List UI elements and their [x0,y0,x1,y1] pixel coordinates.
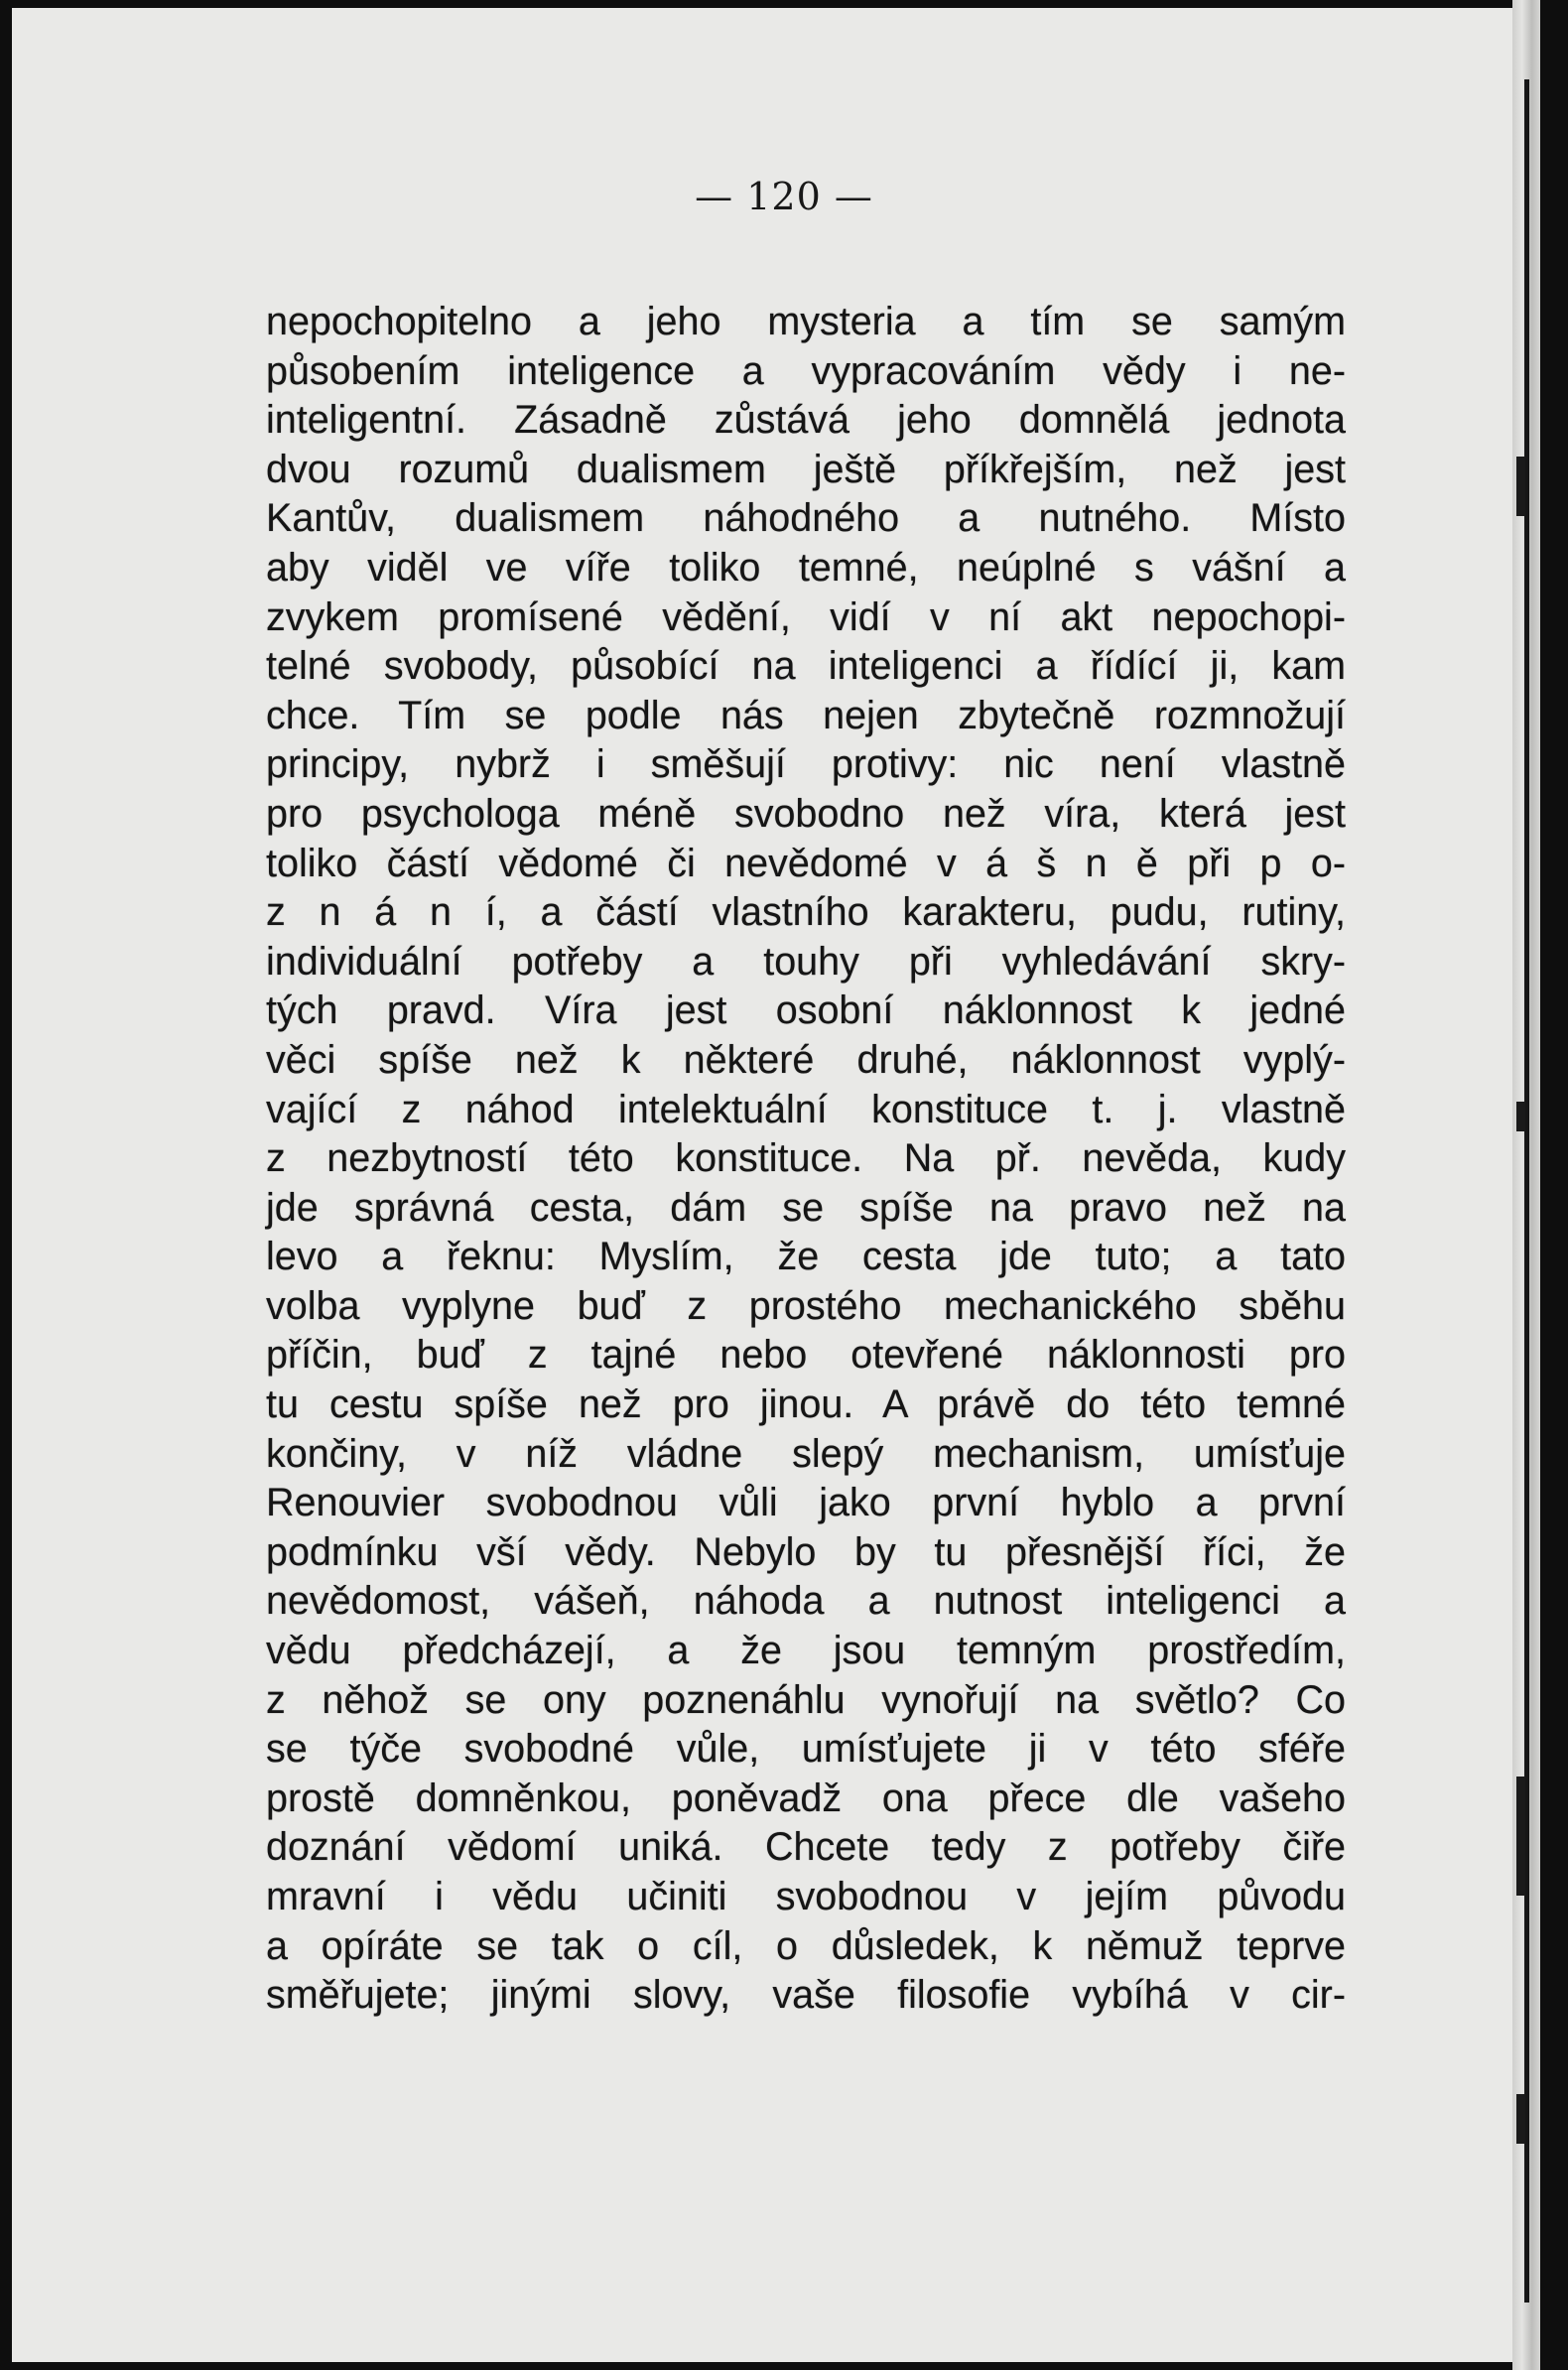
text-line: volba vyplyne buď z prostého mechanického sběhu [266,1283,1346,1328]
text-line: mravní i vědu učiniti svobodnou v jejím původu [266,1875,1346,1918]
text-line: inteligentní. Zásadně zůstává jeho domnělá jednota [266,398,1346,443]
text-line: doznání vědomí uniká. Chcete tedy z potřeby čiře [266,1825,1346,1870]
text-line: principy, nybrž i směšují protivy: nic není vlastně [266,742,1346,787]
text-line: levo a řeknu: Myslím, že cesta jde tuto; a tato [266,1235,1346,1279]
text-line: chce. Tím se podle nás nejen zbytečně rozmnožují [266,693,1346,737]
text-line: dvou rozumů dualismem ještě příkřejším, než jest [266,447,1346,491]
text-line: Renouvier svobodnou vůli jako první hyblo a první [266,1481,1346,1525]
text-line: tu cestu spíše než pro jinou. A právě do této temné [266,1382,1346,1427]
text-line: individuální potřeby a touhy při vyhledávání skry- [266,939,1346,984]
text-line: působením inteligence a vypracováním vědy i ne- [266,348,1346,393]
text-line: Kantův, dualismem náhodného a nutného. Místo [266,496,1346,541]
text-line: toliko částí vědomé či nevědomé v á š n ě při p o- [266,841,1346,885]
text-line: zvykem promísené vědění, vidí v ní akt nepochopi- [266,594,1346,639]
text-line: a opíráte se tak o cíl, o důsledek, k němuž teprve [266,1923,1346,1968]
text-line: aby viděl ve víře toliko temné, neúplné s vášní a [266,545,1346,590]
text-line: prostě domněnkou, poněvadž ona přece dle vašeho [266,1776,1346,1820]
edge-mark [1516,1102,1525,1131]
text-line: nevědomost, vášeň, náhoda a nutnost inteligenci a [266,1579,1346,1624]
text-line: věci spíše než k některé druhé, náklonnost vyplý- [266,1037,1346,1082]
text-line: příčin, buď z tajné nebo otevřené náklonnosti pro [266,1333,1346,1378]
text-line: telné svobody, působící na inteligenci a řídící ji, kam [266,644,1346,689]
text-line: směřujete; jinými slovy, vaše filosofie vybíhá v cir- [266,1973,1346,2018]
text-line: vědu předcházejí, a že jsou temným prostředím, [266,1629,1346,1673]
text-line: vající z náhod intelektuální konstituce t. j. vlastně [266,1087,1346,1131]
text-line: podmínku vší vědy. Nebylo by tu přesnější říci, že [266,1529,1346,1574]
text-line: jde správná cesta, dám se spíše na pravo než na [266,1185,1346,1230]
edge-mark [1516,2094,1525,2144]
text-line: pro psychologa méně svobodno než víra, která jest [266,791,1346,836]
text-line: končiny, v níž vládne slepý mechanism, umísťuje [266,1431,1346,1476]
edge-mark [1516,457,1525,516]
text-line: tých pravd. Víra jest osobní náklonnost k jedné [266,988,1346,1033]
text-line: z něhož se ony poznenáhlu vynořují na světlo? Co [266,1677,1346,1722]
page-number: — 120 — [695,175,873,218]
text-line: nepochopitelno a jeho mysteria a tím se samým [266,300,1346,343]
body-text [266,298,1346,2021]
edge-mark [1516,1777,1525,1896]
binding-edge-line [1524,79,1529,2303]
text-line: se týče svobodné vůle, umísťujete ji v této sféře [266,1727,1346,1772]
text-line: z n á n í, a částí vlastního karakteru, pudu, rutiny, [266,890,1346,935]
text-line: z nezbytností této konstituce. Na př. nevěda, kudy [266,1136,1346,1181]
